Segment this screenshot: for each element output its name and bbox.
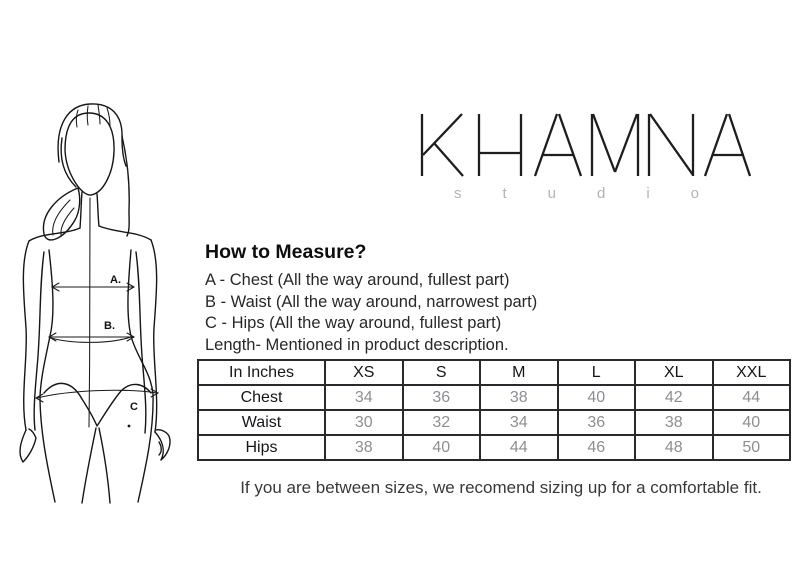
hips-s: 40 (403, 435, 481, 460)
chest-xl: 42 (635, 385, 713, 410)
logo-letter-h (479, 114, 521, 176)
hips-xl: 48 (635, 435, 713, 460)
measure-instruction-waist: B - Waist (All the way around, narrowest part) (205, 292, 538, 311)
table-row-waist (198, 410, 790, 435)
size-header-l: L (558, 360, 636, 385)
figure-center-line (89, 198, 90, 427)
size-header-s: S (403, 360, 481, 385)
hips-label-dot (128, 425, 131, 428)
logo-letter-n (649, 114, 693, 176)
table-row-chest (198, 385, 790, 410)
brand-logo (420, 112, 752, 202)
hips-arrow (36, 389, 158, 402)
size-chart-table (197, 359, 791, 461)
size-header-xl: XL (635, 360, 713, 385)
size-header-xxl: XXL (713, 360, 791, 385)
how-to-measure-title: How to Measure? (205, 241, 367, 263)
chest-m: 38 (480, 385, 558, 410)
table-row-hips (198, 435, 790, 460)
chest-arrow (52, 283, 134, 291)
row-label-hips: Hips (198, 435, 325, 460)
logo-letter-m (592, 114, 638, 176)
hips-arrow-label: C (130, 401, 138, 413)
waist-xxl: 40 (713, 410, 791, 435)
figure-left-arm (23, 241, 29, 430)
chest-xxl: 44 (713, 385, 791, 410)
figure-ponytail-lines (53, 200, 74, 235)
figure-left-hand (20, 429, 36, 462)
how-to-measure-section (205, 241, 575, 356)
measure-instruction-chest: A - Chest (All the way around, fullest part) (205, 271, 510, 289)
chest-s: 36 (403, 385, 481, 410)
waist-s: 32 (403, 410, 481, 435)
logo-letter-a2 (705, 114, 750, 176)
measurement-figure-sketch (10, 100, 200, 510)
size-header-m: M (480, 360, 558, 385)
logo-letter-k (422, 114, 463, 176)
chest-arrow-label: A. (110, 274, 121, 286)
hips-xs: 38 (325, 435, 403, 460)
sizing-advice-note: If you are between sizes, we recomend sizing up for a comfortable fit. (240, 478, 762, 497)
size-chart-header-row (198, 360, 790, 385)
figure-waistline (51, 337, 131, 342)
figure-right-arm (151, 240, 157, 432)
row-label-waist: Waist (198, 410, 325, 435)
hips-xxl: 50 (713, 435, 791, 460)
waist-xs: 30 (325, 410, 403, 435)
size-header-xs: XS (325, 360, 403, 385)
logo-letter-a1 (535, 114, 581, 176)
chest-xs: 34 (325, 385, 403, 410)
waist-l: 36 (558, 410, 636, 435)
brand-logo-studio-text: studio (454, 185, 741, 202)
measure-instruction-hips: C - Hips (All the way around, fullest part) (205, 314, 502, 332)
hips-m: 44 (480, 435, 558, 460)
measure-instruction-length: Length- Mentioned in product description. (205, 335, 509, 354)
figure-right-hand (155, 430, 170, 460)
figure-left-inner-arm (34, 252, 44, 430)
waist-m: 34 (480, 410, 558, 435)
brand-logo-khamna (420, 112, 752, 178)
waist-xl: 38 (635, 410, 713, 435)
row-label-chest: Chest (198, 385, 325, 410)
waist-arrow-label: B. (104, 320, 115, 332)
figure-hair-fringe (76, 105, 110, 127)
size-chart-unit-header: In Inches (198, 360, 325, 385)
chest-l: 40 (558, 385, 636, 410)
figure-inner-legs (82, 428, 110, 503)
hips-l: 46 (558, 435, 636, 460)
